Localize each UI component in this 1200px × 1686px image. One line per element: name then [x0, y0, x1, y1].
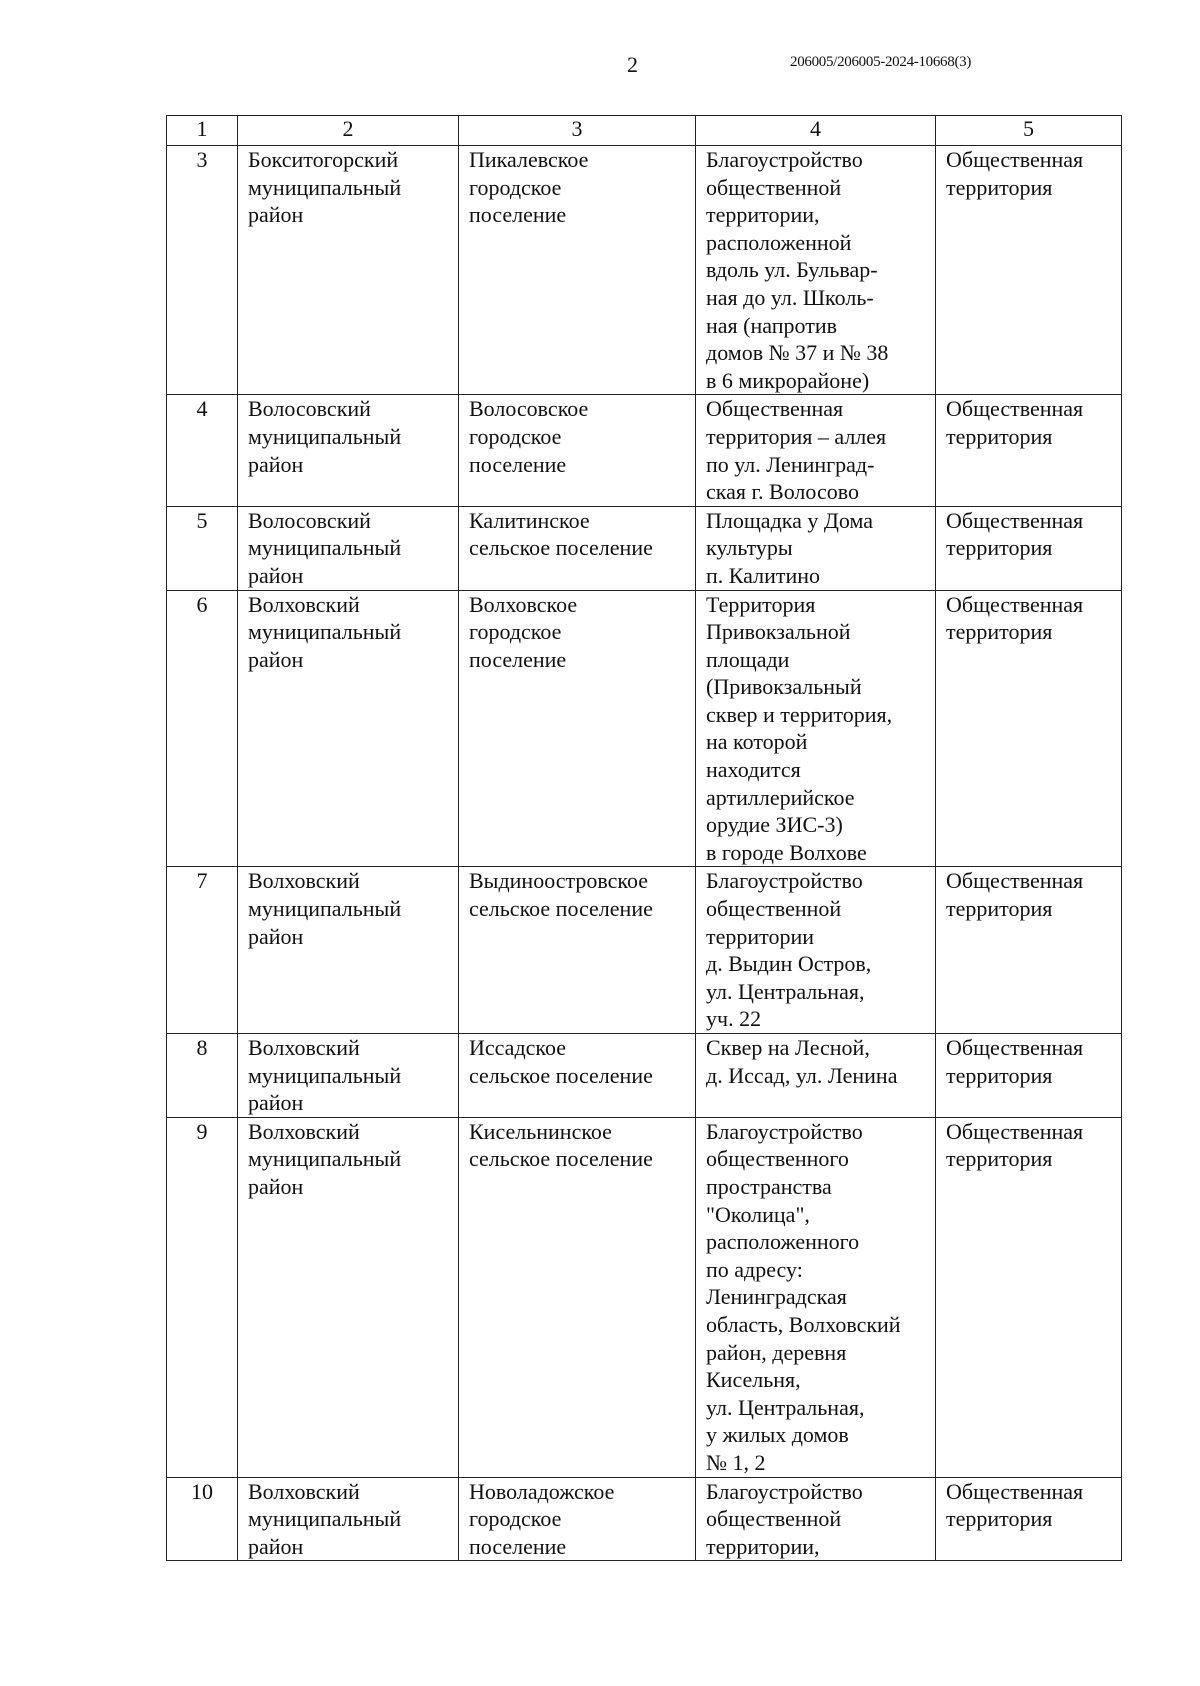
settlement-cell — [459, 506, 696, 590]
cell-text-line: муниципальный — [248, 1062, 402, 1088]
cell-text-line: Волосовское — [469, 396, 589, 422]
column-header: 4 — [696, 116, 936, 146]
cell-text-line: Волосовский — [248, 507, 371, 533]
row-number-cell: 6 — [167, 590, 238, 867]
cell-text-line: Волховское — [469, 591, 578, 617]
cell-text-line: Калитинское — [469, 507, 590, 533]
cell-text-line: Общественная — [946, 396, 1084, 422]
cell-text-line: Общественная — [706, 396, 844, 422]
cell-text-line: муниципальный — [248, 535, 402, 561]
cell-text-line: сельское поселение — [469, 1062, 653, 1088]
cell-text-line: д. Выдин Остров, — [706, 951, 872, 977]
cell-text-line: район — [248, 1533, 304, 1559]
cell-text-line: Новоладожское — [469, 1478, 615, 1504]
cell-text-line: Благоустройство — [706, 868, 863, 894]
cell-text-line: ская г. Волосово — [706, 479, 859, 505]
cell-text-line: ул. Центральная, — [706, 978, 865, 1004]
cell-text-line: домов № 37 и № 38 — [706, 340, 889, 366]
cell-text-line: "Околица", — [706, 1201, 810, 1227]
cell-text-line: район — [248, 1173, 304, 1199]
table-row — [167, 1034, 1122, 1118]
cell-text-line: Благоустройство — [706, 1478, 863, 1504]
row-number-cell: 9 — [167, 1117, 238, 1477]
cell-text-line: Волховский — [248, 591, 360, 617]
object-cell — [696, 395, 936, 506]
cell-text-line: сельское поселение — [469, 896, 653, 922]
settlement-cell — [459, 1034, 696, 1118]
cell-text-line: сельское поселение — [469, 535, 653, 561]
column-header: 2 — [238, 116, 459, 146]
cell-text-line: орудие ЗИС-3) — [706, 812, 843, 838]
district-cell — [238, 1034, 459, 1118]
row-number-cell: 3 — [167, 146, 238, 395]
row-number-cell: 4 — [167, 395, 238, 506]
type-cell — [936, 867, 1122, 1034]
cell-text-line: (Привокзальный — [706, 674, 862, 700]
cell-text-line: территория – аллея — [706, 423, 887, 449]
table-row — [167, 395, 1122, 506]
cell-text-line: п. Калитино — [706, 562, 821, 588]
cell-text-line: территория — [946, 174, 1053, 200]
column-header: 5 — [936, 116, 1122, 146]
type-cell — [936, 395, 1122, 506]
cell-text-line: Волховский — [248, 1035, 360, 1060]
sites-table — [166, 115, 1122, 1561]
cell-text-line: Общественная — [946, 1478, 1084, 1504]
district-cell — [238, 867, 459, 1034]
cell-text-line: общественного — [706, 1146, 849, 1172]
cell-text-line: общественной — [706, 174, 842, 200]
table-row — [167, 506, 1122, 590]
cell-text-line: муниципальный — [248, 423, 402, 449]
cell-text-line: территория — [946, 619, 1053, 645]
cell-text-line: район — [248, 202, 304, 228]
settlement-cell — [459, 395, 696, 506]
column-header: 3 — [459, 116, 696, 146]
cell-text-line: территория — [946, 896, 1053, 922]
cell-text-line: территория — [946, 535, 1053, 561]
district-cell — [238, 146, 459, 395]
cell-text-line: территория — [946, 1506, 1053, 1532]
cell-text-line: Площадка у Дома — [706, 507, 874, 533]
cell-text-line: у жилых домов — [706, 1422, 849, 1448]
cell-text-line: ная до ул. Школь- — [706, 284, 874, 310]
cell-text-line: муниципальный — [248, 1506, 402, 1532]
cell-text-line: Волховский — [248, 868, 360, 894]
cell-text-line: находится — [706, 757, 801, 783]
cell-text-line: район — [248, 923, 304, 949]
object-cell — [696, 1117, 936, 1477]
cell-text-line: д. Иссад, ул. Ленина — [706, 1062, 898, 1088]
cell-text-line: район, деревня — [706, 1339, 847, 1365]
cell-text-line: территория — [946, 423, 1053, 449]
cell-text-line: область, Волховский — [706, 1311, 901, 1337]
row-number-cell: 5 — [167, 506, 238, 590]
cell-text-line: муниципальный — [248, 1146, 402, 1172]
cell-text-line: в городе Волхове — [706, 839, 867, 865]
cell-text-line: муниципальный — [248, 174, 402, 200]
cell-text-line: Привокзальной — [706, 619, 851, 645]
cell-text-line: сельское поселение — [469, 1146, 653, 1172]
cell-text-line: Ленинградская — [706, 1284, 847, 1310]
settlement-cell — [459, 1117, 696, 1477]
type-cell — [936, 1117, 1122, 1477]
cell-text-line: Волховский — [248, 1478, 360, 1504]
cell-text-line: Общественная — [946, 147, 1084, 172]
cell-text-line: Общественная — [946, 507, 1084, 533]
cell-text-line: Благоустройство — [706, 147, 863, 172]
table-row — [167, 1117, 1122, 1477]
cell-text-line: район — [248, 1090, 304, 1116]
cell-text-line: Сквер на Лесной, — [706, 1035, 870, 1060]
column-header: 1 — [167, 116, 238, 146]
cell-text-line: Бокситогорский — [248, 147, 399, 172]
cell-text-line: уч. 22 — [706, 1006, 762, 1032]
document-id: 206005/206005-2024-10668(3) — [790, 54, 972, 70]
cell-text-line: Общественная — [946, 591, 1084, 617]
cell-text-line: № 1, 2 — [706, 1449, 766, 1475]
cell-text-line: территория — [946, 1062, 1053, 1088]
cell-text-line: расположенной — [706, 229, 852, 255]
type-cell — [936, 506, 1122, 590]
district-cell — [238, 506, 459, 590]
district-cell — [238, 590, 459, 867]
table-row — [167, 590, 1122, 867]
cell-text-line: площади — [706, 646, 790, 672]
object-cell — [696, 146, 936, 395]
cell-text-line: артиллерийское — [706, 784, 855, 810]
cell-text-line: поселение — [469, 1533, 567, 1559]
settlement-cell — [459, 867, 696, 1034]
cell-text-line: район — [248, 562, 304, 588]
cell-text-line: пространства — [706, 1173, 832, 1199]
cell-text-line: городское — [469, 619, 562, 645]
object-cell — [696, 590, 936, 867]
object-cell — [696, 867, 936, 1034]
cell-text-line: расположенного — [706, 1229, 860, 1255]
table-row — [167, 1477, 1122, 1561]
cell-text-line: Пикалевское — [469, 147, 589, 172]
cell-text-line: Территория — [706, 591, 816, 617]
cell-text-line: Волосовский — [248, 396, 371, 422]
object-cell — [696, 506, 936, 590]
cell-text-line: Выдиноостровское — [469, 868, 649, 894]
cell-text-line: по адресу: — [706, 1256, 803, 1282]
cell-text-line: Кисельня, — [706, 1367, 801, 1393]
cell-text-line: на которой — [706, 729, 808, 755]
settlement-cell — [459, 590, 696, 867]
cell-text-line: Благоустройство — [706, 1118, 863, 1144]
cell-text-line: общественной — [706, 1506, 842, 1532]
cell-text-line: район — [248, 451, 304, 477]
cell-text-line: ная (напротив — [706, 312, 837, 338]
cell-text-line: городское — [469, 423, 562, 449]
page-number: 2 — [627, 52, 638, 77]
table-row — [167, 867, 1122, 1034]
cell-text-line: муниципальный — [248, 619, 402, 645]
cell-text-line: Иссадское — [469, 1035, 567, 1060]
object-cell — [696, 1034, 936, 1118]
cell-text-line: Общественная — [946, 1035, 1084, 1060]
cell-text-line: территории — [706, 923, 815, 949]
settlement-cell — [459, 146, 696, 395]
type-cell — [936, 1477, 1122, 1561]
cell-text-line: Общественная — [946, 1118, 1084, 1144]
type-cell — [936, 1034, 1122, 1118]
table-header-row — [167, 116, 1122, 146]
type-cell — [936, 146, 1122, 395]
district-cell — [238, 1477, 459, 1561]
cell-text-line: район — [248, 646, 304, 672]
cell-text-line: поселение — [469, 451, 567, 477]
cell-text-line: вдоль ул. Бульвар- — [706, 257, 878, 283]
row-number-cell: 8 — [167, 1034, 238, 1118]
district-cell — [238, 1117, 459, 1477]
cell-text-line: территории, — [706, 1533, 820, 1559]
cell-text-line: в 6 микрорайоне) — [706, 367, 870, 393]
cell-text-line: муниципальный — [248, 896, 402, 922]
cell-text-line: Волховский — [248, 1118, 360, 1144]
cell-text-line: городское — [469, 174, 562, 200]
cell-text-line: территории, — [706, 202, 820, 228]
cell-text-line: сквер и территория, — [706, 701, 893, 727]
row-number-cell: 10 — [167, 1477, 238, 1561]
settlement-cell — [459, 1477, 696, 1561]
cell-text-line: Общественная — [946, 868, 1084, 894]
cell-text-line: общественной — [706, 896, 842, 922]
table-row — [167, 146, 1122, 395]
cell-text-line: по ул. Ленинград- — [706, 451, 875, 477]
cell-text-line: поселение — [469, 202, 567, 228]
object-cell — [696, 1477, 936, 1561]
cell-text-line: культуры — [706, 535, 793, 561]
row-number-cell: 7 — [167, 867, 238, 1034]
cell-text-line: поселение — [469, 646, 567, 672]
cell-text-line: территория — [946, 1146, 1053, 1172]
cell-text-line: ул. Центральная, — [706, 1394, 865, 1420]
cell-text-line: городское — [469, 1506, 562, 1532]
type-cell — [936, 590, 1122, 867]
district-cell — [238, 395, 459, 506]
cell-text-line: Кисельнинское — [469, 1118, 612, 1144]
